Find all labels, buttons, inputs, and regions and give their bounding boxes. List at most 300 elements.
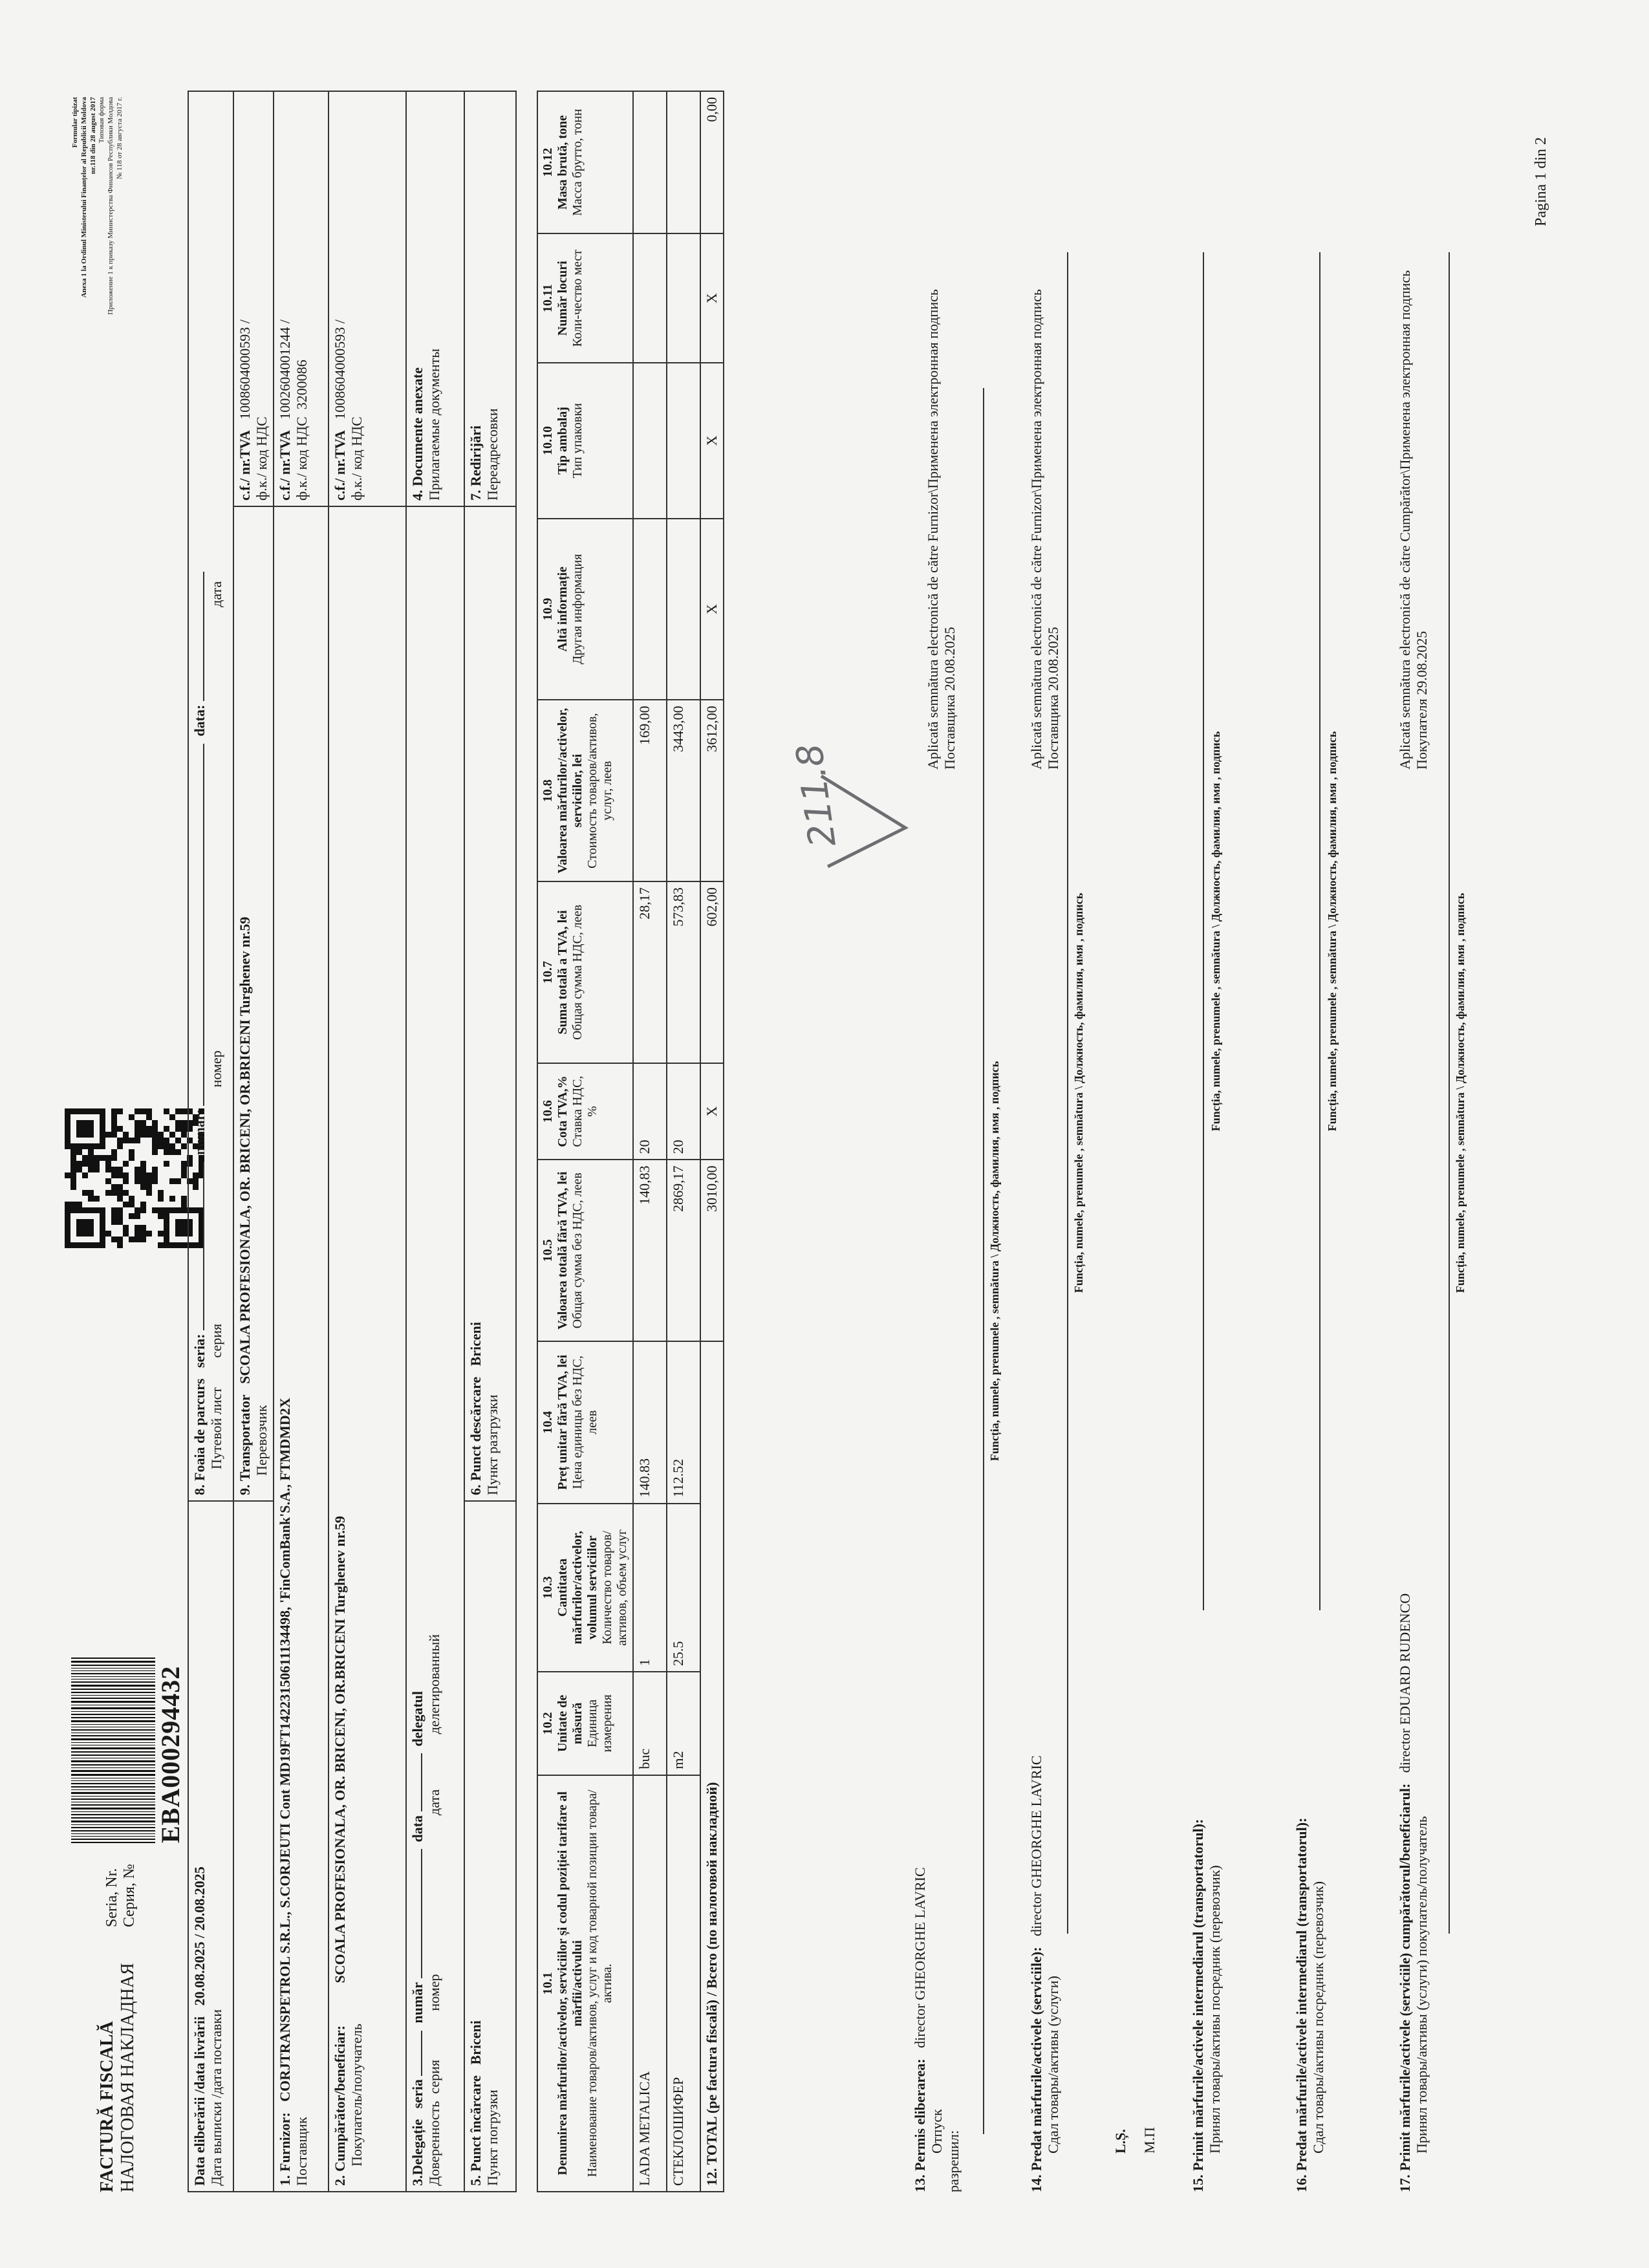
qr-module xyxy=(152,1178,158,1184)
qr-module xyxy=(111,1213,117,1219)
column-num: 10.1 xyxy=(541,1972,555,1995)
qr-module xyxy=(181,1114,187,1120)
barcode-bar xyxy=(71,1681,155,1683)
cell-vat-sum: 573,83 xyxy=(667,881,700,1063)
table-row xyxy=(667,91,700,2192)
cell-vat-rate: 20 xyxy=(667,1063,700,1160)
qr-module xyxy=(158,1120,164,1126)
qr-module xyxy=(76,1178,82,1184)
qr-module xyxy=(82,1242,88,1248)
qr-module xyxy=(175,1132,181,1138)
qr-module xyxy=(158,1149,164,1155)
qr-module xyxy=(117,1132,123,1138)
barcode-bar xyxy=(71,1836,155,1837)
qr-module xyxy=(65,1237,70,1242)
column-title-ru: Наименование товаров/активов, услуг и код товарной позиции товара/актива. xyxy=(585,1789,614,2177)
qr-module xyxy=(140,1138,146,1143)
qr-module xyxy=(100,1196,105,1202)
delegation-label: 3.Delegație xyxy=(409,2119,426,2186)
qr-module xyxy=(175,1108,181,1114)
qr-module xyxy=(65,1202,70,1207)
column-title: Număr locuri xyxy=(555,261,570,336)
qr-module xyxy=(169,1207,175,1213)
qr-module xyxy=(76,1202,82,1207)
goods-table xyxy=(537,91,724,2192)
qr-module xyxy=(135,1167,140,1172)
qr-module xyxy=(123,1149,129,1155)
qr-module xyxy=(146,1178,152,1184)
doc-title: FACTURĂ FISCALĂ xyxy=(97,2021,117,2192)
qr-module xyxy=(164,1167,169,1172)
qr-module xyxy=(88,1213,94,1219)
qr-module xyxy=(105,1242,111,1248)
transporter-tva-cell xyxy=(233,91,274,506)
qr-module xyxy=(169,1108,175,1114)
qr-module xyxy=(123,1202,129,1207)
qr-module xyxy=(82,1213,88,1219)
qr-module xyxy=(152,1138,158,1143)
qr-module xyxy=(65,1120,70,1126)
column-num: 10.9 xyxy=(541,598,555,621)
qr-module xyxy=(94,1190,100,1196)
barcode-bar xyxy=(71,1796,155,1797)
cell-pack xyxy=(667,363,700,518)
qr-module xyxy=(135,1143,140,1149)
qr-module xyxy=(123,1225,129,1231)
qr-module xyxy=(135,1108,140,1114)
qr-module xyxy=(105,1178,111,1184)
barcode-bar xyxy=(71,1811,155,1812)
qr-module xyxy=(140,1242,146,1248)
qr-module xyxy=(146,1190,152,1196)
buyer-value: SCOALA PROFESIONALA, OR. BRICENI, OR.BRICENI Turghenev nr.59 xyxy=(332,1516,348,1983)
qr-module xyxy=(111,1202,117,1207)
qr-module xyxy=(129,1225,135,1231)
qr-module xyxy=(169,1225,175,1231)
qr-module xyxy=(117,1219,123,1225)
qr-module xyxy=(100,1149,105,1155)
tva-label: c.f./ nr.TVA xyxy=(237,430,253,501)
released-label-ru: Отпуск xyxy=(929,2109,945,2154)
qr-module xyxy=(111,1161,117,1167)
waybill-data: data: xyxy=(191,704,208,737)
qr-module xyxy=(88,1178,94,1184)
qr-module xyxy=(111,1172,117,1178)
barcode-bar xyxy=(71,1798,155,1800)
column-title-ru: Цена единицы без НДС, леев xyxy=(570,1355,599,1489)
barcode-bar xyxy=(71,1774,155,1776)
qr-module xyxy=(146,1237,152,1242)
qr-module xyxy=(175,1138,181,1143)
qr-module xyxy=(175,1155,181,1161)
barcode-bar xyxy=(71,1720,155,1722)
handed-inter-label: 16. Predat mărfurile/activele intermediarul (transportatorul): xyxy=(1293,1817,1310,2192)
qr-module xyxy=(70,1184,76,1190)
qr-module xyxy=(105,1213,111,1219)
qr-module xyxy=(105,1231,111,1237)
qr-module xyxy=(111,1167,117,1172)
column-header xyxy=(537,91,633,233)
docs-label: 4. Documente anexate xyxy=(409,367,426,501)
qr-module xyxy=(123,1237,129,1242)
qr-module xyxy=(94,1207,100,1213)
series-label-block xyxy=(103,1864,138,1927)
qr-module xyxy=(76,1161,82,1167)
column-title-ru: Коли-чество мест xyxy=(570,249,585,347)
qr-module xyxy=(117,1126,123,1132)
released-allowed: разрешил: xyxy=(945,2130,962,2192)
goods-header-row xyxy=(537,91,633,2192)
qr-module xyxy=(129,1213,135,1219)
qr-module xyxy=(70,1138,76,1143)
cell-places xyxy=(667,233,700,363)
barcode-bar xyxy=(71,1711,155,1712)
totals-value: 3612,00 xyxy=(700,700,724,881)
handed-inter-block xyxy=(1293,91,1397,2192)
barcode-bar xyxy=(71,1685,155,1687)
totals-pack: X xyxy=(700,363,724,518)
cell-vat-sum: 28,17 xyxy=(633,881,667,1063)
waybill-cell xyxy=(188,91,233,1501)
delegation-delegat: delegatul xyxy=(409,1690,426,1747)
cell-mass xyxy=(633,91,667,233)
qr-module xyxy=(135,1213,140,1219)
qr-module xyxy=(146,1138,152,1143)
qr-module xyxy=(129,1138,135,1143)
qr-module xyxy=(82,1237,88,1242)
qr-module xyxy=(70,1219,76,1225)
qr-module xyxy=(65,1114,70,1120)
qr-module xyxy=(117,1138,123,1143)
released-sig-caption: Funcția, numele, prenumele , semnătura \ Должность, фамилия, имя , подпись xyxy=(988,1061,1001,1462)
qr-module xyxy=(181,1178,187,1184)
qr-module xyxy=(152,1132,158,1138)
qr-module xyxy=(140,1108,146,1114)
qr-module xyxy=(135,1120,140,1126)
column-header xyxy=(537,1672,633,1775)
qr-module xyxy=(70,1120,76,1126)
cell-name: СТЕКЛОШИФЕР xyxy=(667,1775,700,2192)
qr-module xyxy=(175,1114,181,1120)
qr-module xyxy=(158,1184,164,1190)
qr-module xyxy=(100,1167,105,1172)
supplier-cell xyxy=(274,506,329,2192)
column-num: 10.6 xyxy=(541,1100,555,1123)
handed-label-ru: Сдал товары/активы (услуги) xyxy=(1045,1976,1061,2154)
doc-title-ru: НАЛОГОВАЯ НАКЛАДНАЯ xyxy=(118,1963,138,2192)
qr-module xyxy=(135,1184,140,1190)
qr-module xyxy=(88,1172,94,1178)
barcode-bar xyxy=(71,1814,155,1815)
qr-module xyxy=(164,1207,169,1213)
cell-qty: 25.5 xyxy=(667,1504,700,1672)
qr-module xyxy=(158,1196,164,1202)
qr-module xyxy=(152,1237,158,1242)
barcode-bar xyxy=(71,1738,155,1740)
tva-value-2: 3200086 xyxy=(294,360,310,410)
qr-module xyxy=(158,1161,164,1167)
qr-module xyxy=(111,1155,117,1161)
qr-module xyxy=(123,1167,129,1172)
qr-module xyxy=(181,1167,187,1172)
qr-module xyxy=(88,1184,94,1190)
qr-module xyxy=(158,1231,164,1237)
column-header xyxy=(537,1504,633,1672)
qr-module xyxy=(152,1167,158,1172)
qr-module xyxy=(181,1207,187,1213)
barcode-bar xyxy=(71,1804,155,1806)
qr-module xyxy=(105,1225,111,1231)
qr-module xyxy=(88,1167,94,1172)
qr-module xyxy=(175,1225,181,1231)
column-title: Preț unitar fără TVA, lei xyxy=(555,1354,570,1490)
qr-module xyxy=(105,1143,111,1149)
qr-module xyxy=(111,1231,117,1237)
qr-module xyxy=(146,1184,152,1190)
barcode-bar xyxy=(71,1668,155,1669)
qr-module xyxy=(152,1213,158,1219)
column-header xyxy=(537,519,633,700)
qr-module xyxy=(140,1120,146,1126)
qr-module xyxy=(123,1242,129,1248)
qr-module xyxy=(82,1143,88,1149)
transporter-value: SCOALA PROFESIONALA, OR. BRICENI, OR.BRICENI Turghenev nr.59 xyxy=(237,916,253,1384)
unloading-cell xyxy=(464,506,516,1501)
delegation-seria-ru: серия xyxy=(426,2059,442,2094)
barcode-bar xyxy=(71,1695,155,1696)
qr-module xyxy=(94,1167,100,1172)
cell-vat-rate: 20 xyxy=(633,1063,667,1160)
qr-module xyxy=(146,1172,152,1178)
qr-module xyxy=(123,1231,129,1237)
qr-module xyxy=(152,1149,158,1155)
qr-module xyxy=(152,1143,158,1149)
unloading-label: 6. Punct descărcare xyxy=(468,1376,484,1495)
qr-module xyxy=(181,1143,187,1149)
totals-no-vat: 3010,00 xyxy=(700,1160,724,1341)
qr-module xyxy=(88,1108,94,1114)
qr-module xyxy=(129,1167,135,1172)
qr-module xyxy=(65,1225,70,1231)
delegation-label-ru: Доверенность xyxy=(426,2101,442,2186)
qr-module xyxy=(164,1184,169,1190)
received-buyer-label-ru: Принял товары/активы (услуги) покупатель/получатель xyxy=(1414,1816,1430,2154)
waybill-numar-ru: номер xyxy=(208,1050,224,1088)
qr-module xyxy=(169,1213,175,1219)
qr-module xyxy=(76,1138,82,1143)
qr-module xyxy=(135,1114,140,1120)
cell-qty: 1 xyxy=(633,1504,667,1672)
qr-module xyxy=(94,1161,100,1167)
qr-module xyxy=(65,1132,70,1138)
qr-module xyxy=(82,1172,88,1178)
qr-module xyxy=(76,1242,82,1248)
qr-module xyxy=(105,1196,111,1202)
qr-module xyxy=(158,1155,164,1161)
supplier-value: CORJTRANSPETROL S.R.L., S.CORJEUTI Cont MD19FT14223150611134498, 'FinComBank'S.A., FTMDMD2X xyxy=(277,1398,293,2102)
handed-label: 14. Predat mărfurile/activele (serviciile): xyxy=(1028,1947,1044,2192)
qr-module xyxy=(70,1149,76,1155)
qr-module xyxy=(169,1132,175,1138)
table-row xyxy=(633,91,667,2192)
qr-module xyxy=(175,1161,181,1167)
received-buyer-e-sign: Aplicată semnătura electronică de către Cumpărător\Применена электронная подпись Покупателя 29.08.2025 xyxy=(1397,270,1430,770)
barcode-bar xyxy=(71,1817,155,1819)
qr-module xyxy=(123,1126,129,1132)
qr-module xyxy=(175,1237,181,1242)
qr-module xyxy=(111,1178,117,1184)
received-inter-block xyxy=(1190,91,1293,2192)
qr-module xyxy=(129,1207,135,1213)
cell-mass xyxy=(667,91,700,233)
qr-module xyxy=(146,1167,152,1172)
column-title: Tip ambalaj xyxy=(555,407,570,475)
delegation-data-ru: дата xyxy=(426,1789,442,1815)
qr-module xyxy=(175,1120,181,1126)
received-buyer-sig-caption: Funcția, numele, prenumele , semnătura \ Должность, фамилия, имя , подпись xyxy=(1454,892,1467,1293)
qr-module xyxy=(164,1149,169,1155)
qr-module xyxy=(140,1167,146,1172)
qr-module xyxy=(94,1242,100,1248)
qr-module xyxy=(100,1114,105,1120)
buyer-label: 2. Cumpărător/beneficiar: xyxy=(332,2025,348,2186)
barcode-bar xyxy=(71,1658,155,1659)
qr-module xyxy=(164,1120,169,1126)
qr-module xyxy=(158,1108,164,1114)
qr-module xyxy=(117,1184,123,1190)
qr-module xyxy=(88,1196,94,1202)
qr-module xyxy=(111,1184,117,1190)
qr-module xyxy=(117,1231,123,1237)
qr-module xyxy=(65,1213,70,1219)
qr-module xyxy=(70,1202,76,1207)
qr-module xyxy=(129,1126,135,1132)
barcode-bar xyxy=(71,1665,155,1666)
annex-line: nr.118 din 28 august 2017 xyxy=(89,97,97,175)
qr-module xyxy=(129,1242,135,1248)
qr-module xyxy=(100,1155,105,1161)
barcode-bar xyxy=(71,1783,155,1784)
qr-module xyxy=(152,1219,158,1225)
column-num: 10.3 xyxy=(541,1576,555,1599)
qr-module xyxy=(152,1202,158,1207)
qr-module xyxy=(111,1225,117,1231)
qr-module xyxy=(152,1184,158,1190)
qr-module xyxy=(65,1149,70,1155)
qr-module xyxy=(105,1155,111,1161)
supplier-label-ru: Поставщик xyxy=(294,2117,310,2186)
qr-module xyxy=(152,1190,158,1196)
qr-module xyxy=(65,1155,70,1161)
qr-module xyxy=(94,1178,100,1184)
qr-module xyxy=(129,1190,135,1196)
qr-module xyxy=(152,1242,158,1248)
qr-module xyxy=(94,1114,100,1120)
cell-pack xyxy=(633,363,667,518)
cell-value: 169,00 xyxy=(633,700,667,881)
column-num: 10.4 xyxy=(541,1410,555,1434)
qr-module xyxy=(105,1202,111,1207)
qr-module xyxy=(100,1213,105,1219)
qr-module xyxy=(140,1132,146,1138)
column-title: Denumirea mărfurilor/activelor, serviciilor și codul poziției tarifare al mărfii/activului xyxy=(555,1791,585,2176)
qr-module xyxy=(88,1161,94,1167)
waybill-numar: număr: xyxy=(191,1109,208,1155)
qr-module xyxy=(94,1108,100,1114)
barcode-bar xyxy=(71,1692,155,1693)
qr-module xyxy=(181,1242,187,1248)
qr-module xyxy=(82,1161,88,1167)
qr-module xyxy=(140,1114,146,1120)
totals-vat-sum: 602,00 xyxy=(700,881,724,1063)
qr-module xyxy=(88,1231,94,1237)
issue-label-ru: Дата выписки /дата поставки xyxy=(208,2009,224,2186)
qr-module xyxy=(181,1231,187,1237)
qr-module xyxy=(76,1132,82,1138)
qr-module xyxy=(111,1114,117,1120)
qr-module xyxy=(146,1207,152,1213)
qr-module xyxy=(105,1172,111,1178)
annex-note xyxy=(71,97,125,407)
qr-module xyxy=(65,1143,70,1149)
received-buyer-label: 17. Primit mărfurile/activele (serviciile) cumpărătorul/beneficiarul: xyxy=(1397,1783,1413,2192)
qr-module xyxy=(175,1149,181,1155)
qr-module xyxy=(70,1161,76,1167)
issue-value: 20.08.2025 / 20.08.2025 xyxy=(191,1866,208,2006)
qr-module xyxy=(146,1126,152,1132)
transporter-label-ru: Перевозчик xyxy=(253,1405,270,1476)
qr-module xyxy=(158,1207,164,1213)
qr-module xyxy=(111,1132,117,1138)
qr-module xyxy=(82,1114,88,1120)
qr-module xyxy=(88,1207,94,1213)
qr-module xyxy=(135,1196,140,1202)
qr-module xyxy=(70,1155,76,1161)
qr-code xyxy=(65,1108,204,1248)
transporter-label: 9. Transportator xyxy=(237,1394,253,1495)
qr-module xyxy=(94,1120,100,1126)
qr-module xyxy=(181,1172,187,1178)
qr-module xyxy=(82,1219,88,1225)
qr-module xyxy=(164,1231,169,1237)
qr-module xyxy=(146,1213,152,1219)
qr-module xyxy=(129,1155,135,1161)
qr-module xyxy=(164,1213,169,1219)
qr-module xyxy=(169,1161,175,1167)
qr-module xyxy=(65,1184,70,1190)
series-label: Seria, Nr. xyxy=(103,1868,120,1927)
qr-module xyxy=(175,1126,181,1132)
barcode-bar xyxy=(71,1661,155,1663)
qr-module xyxy=(76,1149,82,1155)
qr-module xyxy=(164,1219,169,1225)
qr-module xyxy=(65,1167,70,1172)
handed-sig-caption: Funcția, numele, prenumele , semnătura \ Должность, фамилия, имя , подпись xyxy=(1072,892,1085,1293)
barcode-bar xyxy=(71,1780,155,1781)
column-title: Valoarea mărfurilor/activelor, serviciilor, lei xyxy=(555,707,585,874)
qr-module xyxy=(82,1138,88,1143)
qr-module xyxy=(140,1213,146,1219)
tva-value: 1008604000593 / xyxy=(237,319,253,420)
waybill-label: 8. Foaia de parcurs xyxy=(191,1378,208,1495)
redirect-label: 7. Redirijări xyxy=(468,425,484,501)
qr-module xyxy=(140,1184,146,1190)
received-inter-label: 15. Primit mărfurile/activele intermediarul (transportatorul): xyxy=(1190,1819,1206,2192)
qr-module xyxy=(164,1138,169,1143)
qr-module xyxy=(129,1120,135,1126)
barcode-bar xyxy=(71,1770,155,1772)
qr-module xyxy=(117,1120,123,1126)
